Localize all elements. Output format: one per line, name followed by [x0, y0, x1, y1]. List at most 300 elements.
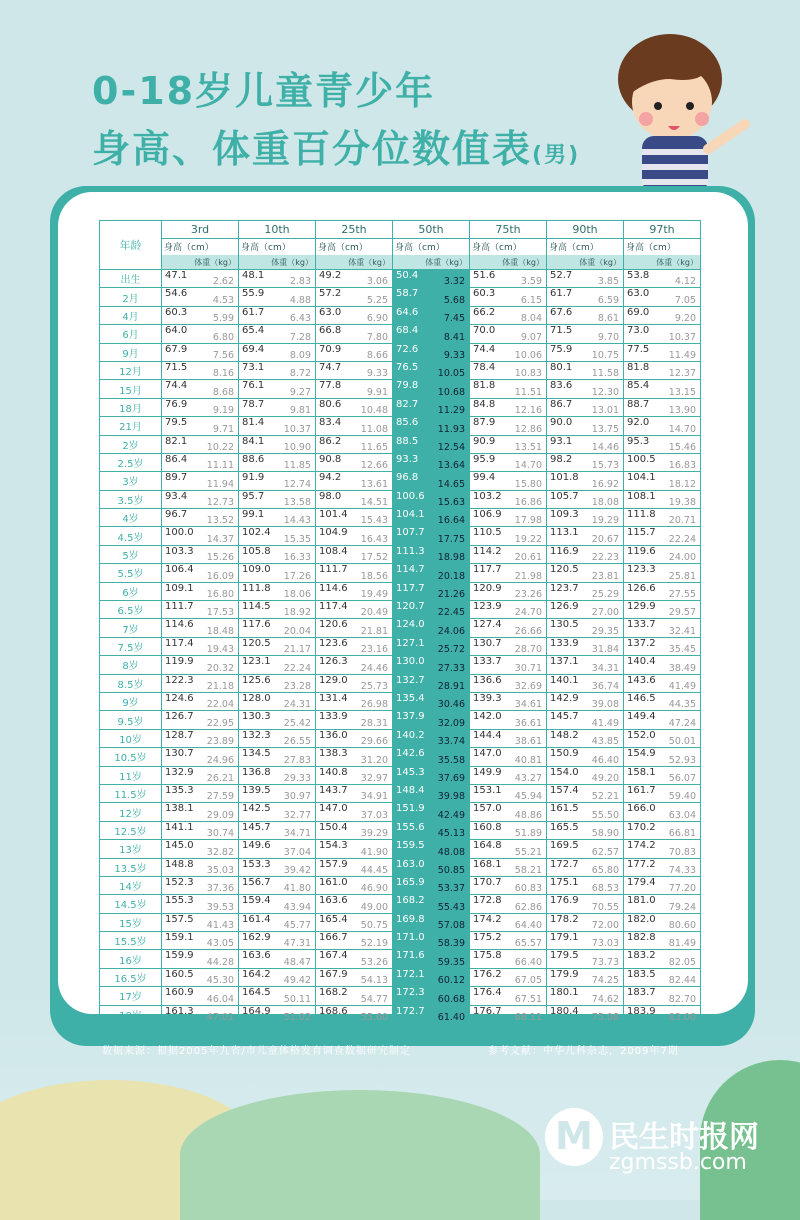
height-value: 83.6	[550, 380, 573, 392]
value-cell	[393, 895, 470, 913]
height-value: 164.2	[242, 968, 271, 980]
weight-value: 28.91	[437, 680, 465, 692]
height-value: 136.6	[473, 674, 502, 686]
weight-value: 15.26	[206, 552, 234, 564]
height-value: 133.9	[550, 637, 579, 649]
value-cell	[393, 435, 470, 453]
weight-value: 17.52	[360, 552, 388, 564]
weight-value: 22.24	[283, 662, 311, 674]
value-cell	[470, 380, 547, 398]
height-value: 123.3	[627, 564, 656, 576]
height-value: 115.7	[627, 527, 656, 539]
weight-value: 45.13	[437, 828, 465, 840]
height-value: 83.4	[319, 417, 342, 429]
height-value: 76.1	[242, 380, 265, 392]
weight-value: 15.43	[360, 515, 388, 527]
weight-value: 20.04	[283, 625, 311, 637]
height-value: 152.0	[627, 729, 656, 741]
height-value: 84.8	[473, 398, 496, 410]
value-cell	[239, 361, 316, 379]
weight-value: 17.75	[437, 533, 465, 545]
height-value: 120.7	[396, 601, 425, 613]
height-value: 123.1	[242, 656, 271, 668]
weight-value: 13.58	[283, 497, 311, 509]
value-cell	[316, 950, 393, 968]
weight-value: 54.13	[360, 975, 388, 987]
weight-value: 66.81	[668, 828, 696, 840]
age-cell: 14.5岁	[100, 895, 162, 913]
height-value: 174.2	[473, 913, 502, 925]
weight-value: 62.86	[514, 901, 542, 913]
value-cell	[624, 692, 701, 710]
value-cell	[316, 527, 393, 545]
height-value: 70.9	[319, 343, 342, 355]
height-value: 161.3	[165, 1005, 194, 1017]
weight-value: 46.04	[206, 993, 234, 1005]
weight-value: 41.49	[668, 680, 696, 692]
height-value: 58.7	[396, 288, 419, 300]
value-cell	[316, 490, 393, 508]
age-cell: 出生	[100, 270, 162, 288]
value-cell	[239, 729, 316, 747]
value-cell	[547, 895, 624, 913]
watermark-logo	[545, 1108, 603, 1166]
height-value: 120.5	[242, 637, 271, 649]
height-value: 183.5	[627, 968, 656, 980]
height-value: 85.4	[627, 380, 650, 392]
value-cell	[162, 876, 239, 894]
value-cell	[624, 582, 701, 600]
value-cell	[239, 435, 316, 453]
height-value: 131.4	[319, 692, 348, 704]
value-cell	[624, 858, 701, 876]
weight-value: 23.81	[591, 570, 619, 582]
weight-value: 44.35	[668, 699, 696, 711]
height-value: 176.2	[473, 968, 502, 980]
value-cell	[239, 711, 316, 729]
weight-value: 73.03	[591, 938, 619, 950]
unit-header-cell	[239, 239, 316, 270]
height-value: 88.6	[242, 453, 265, 465]
value-cell	[470, 968, 547, 986]
weight-value: 16.43	[360, 533, 388, 545]
value-cell	[316, 306, 393, 324]
weight-value: 72.00	[591, 920, 619, 932]
height-value: 149.6	[242, 840, 271, 852]
value-cell	[393, 711, 470, 729]
height-value: 160.9	[165, 987, 194, 999]
height-value: 162.9	[242, 932, 271, 944]
height-value: 125.6	[242, 674, 271, 686]
value-cell	[162, 950, 239, 968]
title-gender: (男)	[532, 143, 581, 168]
weight-value: 25.73	[360, 680, 388, 692]
weight-value: 10.37	[668, 331, 696, 343]
height-value: 153.3	[242, 858, 271, 870]
height-value: 79.8	[396, 380, 419, 392]
height-value: 110.5	[473, 527, 502, 539]
weight-value: 11.29	[437, 405, 465, 417]
weight-value: 10.48	[360, 405, 388, 417]
weight-value: 11.94	[206, 478, 234, 490]
value-cell	[393, 858, 470, 876]
height-value: 132.7	[396, 674, 425, 686]
weight-value: 52.21	[591, 791, 619, 803]
height-value: 96.8	[396, 472, 419, 484]
percentile-header-25th: 25th	[316, 221, 393, 239]
table-row	[100, 380, 701, 398]
value-cell	[393, 472, 470, 490]
weight-value: 9.33	[366, 368, 388, 380]
value-cell	[547, 711, 624, 729]
height-value: 138.3	[319, 748, 348, 760]
value-cell	[393, 380, 470, 398]
weight-value: 34.91	[360, 791, 388, 803]
height-value: 160.8	[473, 821, 502, 833]
height-value: 109.0	[242, 564, 271, 576]
weight-value: 67.05	[514, 975, 542, 987]
watermark-logo-letter: M	[555, 1114, 593, 1158]
weight-value: 48.86	[514, 809, 542, 821]
weight-value: 30.46	[437, 699, 465, 711]
table-row	[100, 895, 701, 913]
weight-value: 22.45	[437, 607, 465, 619]
height-value: 157.9	[319, 858, 348, 870]
weight-value: 18.06	[283, 589, 311, 601]
height-value: 145.3	[396, 766, 425, 778]
percentile-header-50th: 50th	[393, 221, 470, 239]
weight-value: 27.55	[668, 589, 696, 601]
weight-value: 18.98	[437, 552, 465, 564]
weight-value: 32.41	[668, 625, 696, 637]
value-cell	[624, 601, 701, 619]
value-cell	[316, 784, 393, 802]
weight-value: 26.66	[514, 625, 542, 637]
age-cell: 4岁	[100, 509, 162, 527]
height-value: 179.4	[627, 876, 656, 888]
height-value: 136.0	[319, 729, 348, 741]
height-value: 96.7	[165, 509, 188, 521]
value-cell	[393, 821, 470, 839]
value-cell	[393, 968, 470, 986]
height-value: 103.2	[473, 490, 502, 502]
table-row	[100, 1005, 701, 1023]
weight-value: 19.29	[591, 515, 619, 527]
weight-value: 22.23	[591, 552, 619, 564]
weight-value: 82.05	[668, 956, 696, 968]
weight-value: 8.04	[520, 313, 542, 325]
weight-value: 39.29	[360, 828, 388, 840]
value-cell	[547, 674, 624, 692]
height-value: 81.4	[242, 417, 265, 429]
age-cell: 8.5岁	[100, 674, 162, 692]
weight-value: 45.77	[283, 920, 311, 932]
weight-value: 16.83	[668, 460, 696, 472]
height-value: 48.1	[242, 270, 265, 281]
height-value: 153.1	[473, 784, 502, 796]
value-cell	[162, 527, 239, 545]
weight-value: 9.71	[212, 423, 234, 435]
height-value: 95.7	[242, 490, 265, 502]
height-value: 142.0	[473, 711, 502, 723]
value-cell	[316, 876, 393, 894]
age-cell: 12岁	[100, 803, 162, 821]
height-value: 164.5	[242, 987, 271, 999]
value-cell	[162, 674, 239, 692]
weight-value: 51.89	[514, 828, 542, 840]
weight-value: 79.24	[668, 901, 696, 913]
value-cell	[239, 876, 316, 894]
age-cell: 7岁	[100, 619, 162, 637]
height-value: 172.1	[396, 968, 425, 980]
age-cell: 10岁	[100, 729, 162, 747]
height-value: 106.4	[165, 564, 194, 576]
table-row	[100, 803, 701, 821]
value-cell	[162, 729, 239, 747]
height-value: 148.4	[396, 784, 425, 796]
table-row	[100, 582, 701, 600]
height-value: 139.3	[473, 692, 502, 704]
value-cell	[393, 601, 470, 619]
value-cell	[393, 619, 470, 637]
table-row	[100, 490, 701, 508]
age-cell: 3.5岁	[100, 490, 162, 508]
weight-value: 15.80	[514, 478, 542, 490]
height-value: 166.7	[319, 932, 348, 944]
weight-value: 25.72	[437, 644, 465, 656]
height-value: 172.3	[396, 987, 425, 999]
height-value: 154.9	[627, 748, 656, 760]
weight-value: 60.12	[437, 975, 465, 987]
height-value: 63.0	[319, 306, 342, 318]
weight-value: 16.86	[514, 497, 542, 509]
weight-value: 39.98	[437, 791, 465, 803]
height-value: 47.1	[165, 270, 188, 281]
height-value: 81.8	[473, 380, 496, 392]
weight-value: 44.45	[360, 864, 388, 876]
value-cell	[162, 840, 239, 858]
height-value: 183.9	[627, 1005, 656, 1017]
height-value: 126.7	[165, 711, 194, 723]
weight-value: 13.64	[437, 460, 465, 472]
reference-note: 参考文献：中华儿科杂志，2009年7期	[488, 1046, 679, 1057]
weight-value: 14.46	[591, 441, 619, 453]
weight-value: 14.51	[360, 497, 388, 509]
weight-value: 16.64	[437, 515, 465, 527]
value-cell	[470, 729, 547, 747]
value-cell	[624, 840, 701, 858]
height-value: 165.4	[319, 913, 348, 925]
value-cell	[393, 361, 470, 379]
weight-value: 28.31	[360, 717, 388, 729]
value-cell	[162, 380, 239, 398]
weight-value: 35.58	[437, 754, 465, 766]
weight-value: 7.05	[674, 294, 696, 306]
value-cell	[239, 380, 316, 398]
age-cell: 8岁	[100, 656, 162, 674]
height-value: 74.7	[319, 361, 342, 373]
height-value: 174.2	[627, 840, 656, 852]
value-cell	[316, 895, 393, 913]
weight-value: 7.28	[289, 331, 311, 343]
value-cell	[239, 803, 316, 821]
value-cell	[316, 325, 393, 343]
value-cell	[624, 361, 701, 379]
height-value: 100.0	[165, 527, 194, 539]
weight-value: 59.40	[668, 791, 696, 803]
value-cell	[624, 509, 701, 527]
value-cell	[470, 784, 547, 802]
value-cell	[624, 398, 701, 416]
value-cell	[547, 270, 624, 288]
height-value: 106.9	[473, 509, 502, 521]
value-cell	[624, 270, 701, 288]
weight-value: 23.16	[360, 644, 388, 656]
value-cell	[547, 398, 624, 416]
value-cell	[470, 306, 547, 324]
height-value: 180.4	[550, 1005, 579, 1017]
value-cell	[470, 545, 547, 563]
value-cell	[239, 490, 316, 508]
weight-value: 39.53	[206, 901, 234, 913]
weight-value: 35.45	[668, 644, 696, 656]
weight-value: 23.28	[283, 680, 311, 692]
height-value: 75.9	[550, 343, 573, 355]
height-value: 70.0	[473, 325, 496, 337]
value-cell	[316, 711, 393, 729]
height-value: 60.3	[165, 306, 188, 318]
unit-header-cell	[470, 239, 547, 270]
height-value: 169.5	[550, 840, 579, 852]
weight-value: 48.47	[283, 956, 311, 968]
weight-value: 59.35	[437, 956, 465, 968]
value-cell	[470, 490, 547, 508]
value-cell	[316, 361, 393, 379]
value-cell	[547, 968, 624, 986]
weight-value: 13.52	[206, 515, 234, 527]
value-cell	[162, 711, 239, 729]
height-value: 117.4	[165, 637, 194, 649]
value-cell	[393, 987, 470, 1005]
height-value: 142.6	[396, 748, 425, 760]
height-value: 161.5	[550, 803, 579, 815]
height-value: 148.2	[550, 729, 579, 741]
height-value: 127.1	[396, 637, 425, 649]
weight-value: 20.49	[360, 607, 388, 619]
height-value: 119.9	[165, 656, 194, 668]
weight-value: 65.80	[591, 864, 619, 876]
height-value: 104.1	[627, 472, 656, 484]
value-cell	[624, 895, 701, 913]
height-value: 126.3	[319, 656, 348, 668]
height-value: 170.7	[473, 876, 502, 888]
height-value: 76.5	[396, 361, 419, 373]
value-cell	[316, 913, 393, 931]
value-cell	[239, 306, 316, 324]
value-cell	[239, 270, 316, 288]
boy-shirt-stripe-3	[642, 179, 708, 185]
weight-value: 34.61	[514, 699, 542, 711]
weight-value: 14.70	[668, 423, 696, 435]
height-value: 120.9	[473, 582, 502, 594]
value-cell	[547, 435, 624, 453]
weight-value: 9.81	[289, 405, 311, 417]
value-cell	[162, 490, 239, 508]
height-value: 159.4	[242, 895, 271, 907]
unit-header-cell	[162, 239, 239, 270]
weight-value: 37.04	[283, 846, 311, 858]
percentile-header-97th: 97th	[624, 221, 701, 239]
value-cell	[547, 840, 624, 858]
value-cell	[470, 711, 547, 729]
value-cell	[239, 748, 316, 766]
value-cell	[547, 619, 624, 637]
value-cell	[624, 987, 701, 1005]
weight-value: 81.49	[668, 938, 696, 950]
age-cell: 7.5岁	[100, 637, 162, 655]
value-cell	[393, 674, 470, 692]
value-cell	[316, 288, 393, 306]
table-row	[100, 656, 701, 674]
weight-unit-label: 体重（kg）	[656, 258, 698, 267]
weight-value: 11.49	[668, 349, 696, 361]
height-value: 178.2	[550, 913, 579, 925]
value-cell	[393, 306, 470, 324]
weight-value: 14.70	[514, 460, 542, 472]
weight-value: 18.92	[283, 607, 311, 619]
value-cell	[547, 637, 624, 655]
value-cell	[393, 270, 470, 288]
value-cell	[239, 601, 316, 619]
weight-value: 30.97	[283, 791, 311, 803]
height-value: 80.6	[319, 398, 342, 410]
unit-header-cell	[316, 239, 393, 270]
weight-value: 2.62	[212, 276, 234, 288]
weight-value: 27.33	[437, 662, 465, 674]
value-cell	[316, 729, 393, 747]
value-cell	[393, 840, 470, 858]
height-value: 166.0	[627, 803, 656, 815]
table-row	[100, 453, 701, 471]
value-cell	[547, 876, 624, 894]
value-cell	[162, 932, 239, 950]
weight-value: 16.09	[206, 570, 234, 582]
value-cell	[470, 325, 547, 343]
unit-header-cell	[624, 239, 701, 270]
height-value: 163.6	[242, 950, 271, 962]
value-cell	[316, 270, 393, 288]
weight-value: 7.80	[366, 331, 388, 343]
weight-value: 39.08	[591, 699, 619, 711]
value-cell	[162, 582, 239, 600]
weight-value: 61.40	[437, 1012, 465, 1024]
weight-value: 49.42	[283, 975, 311, 987]
value-cell	[239, 527, 316, 545]
value-cell	[547, 803, 624, 821]
height-value: 91.9	[242, 472, 265, 484]
weight-value: 73.73	[591, 956, 619, 968]
weight-value: 63.04	[668, 809, 696, 821]
value-cell	[470, 582, 547, 600]
height-value: 157.4	[550, 784, 579, 796]
value-cell	[470, 840, 547, 858]
value-cell	[316, 803, 393, 821]
table-row	[100, 545, 701, 563]
value-cell	[547, 950, 624, 968]
height-unit-label: 身高（cm）	[164, 243, 214, 253]
value-cell	[316, 932, 393, 950]
weight-value: 45.30	[206, 975, 234, 987]
